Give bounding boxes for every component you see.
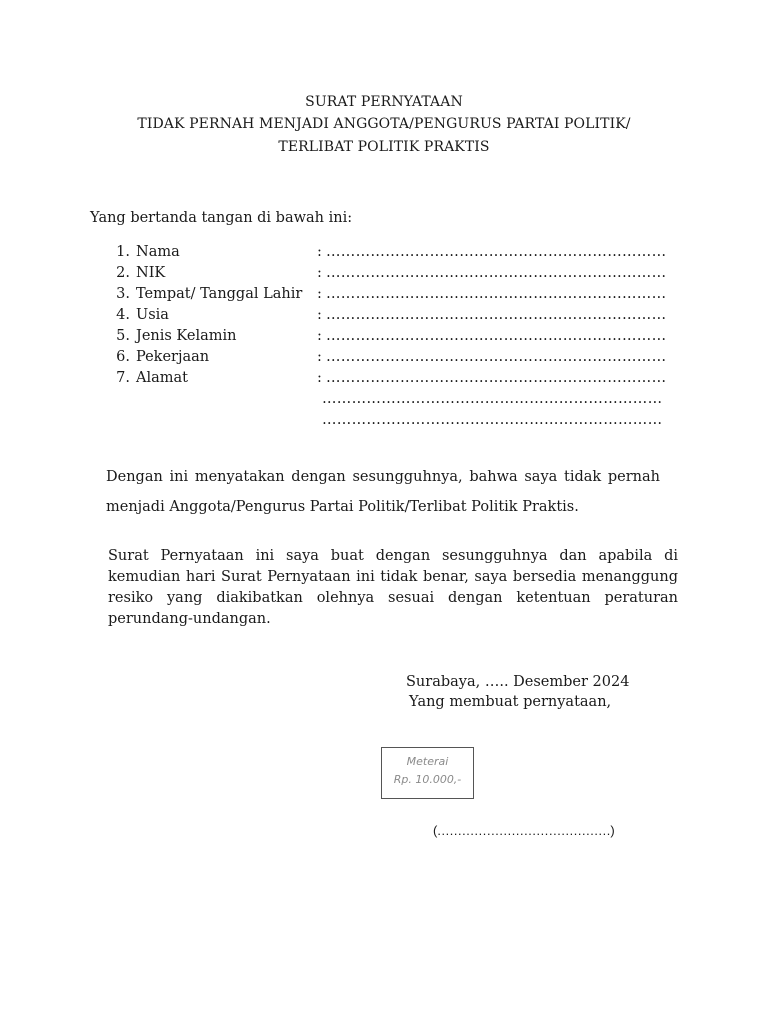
declaration-paragraph: Dengan ini menyatakan dengan sesungguhnya, bahwa saya tidak pernah menjadi Anggota/Pengurus Partai Politik/Terlibat Politik Praktis. <box>106 469 660 515</box>
signatory-caption: Yang membuat pernyataan, <box>409 694 612 710</box>
field-colon: : <box>317 328 322 344</box>
field-blank: …………………………………………………………… <box>326 370 667 386</box>
field-number: 4. <box>116 307 130 323</box>
field-blank: …………………………………………………………… <box>326 307 667 323</box>
field-blank: …………………………………………………………… <box>326 328 667 344</box>
field-number: 1. <box>116 244 130 260</box>
field-number: 6. <box>116 349 130 365</box>
field-blank: …………………………………………………………… <box>322 412 663 428</box>
place-date: Surabaya, ….. Desember 2024 <box>406 674 630 690</box>
meterai-value: Rp. 10.000,- <box>393 773 462 786</box>
field-label: NIK <box>136 265 166 281</box>
intro-text: Yang bertanda tangan di bawah ini: <box>90 210 353 226</box>
field-blank: …………………………………………………………… <box>326 265 667 281</box>
field-number: 7. <box>116 370 130 386</box>
field-colon: : <box>317 265 322 281</box>
responsibility-paragraph: Surat Pernyataan ini saya buat dengan sesungguhnya dan apabila di kemudian hari Surat Pernyataan ini tidak benar, saya bersedia menanggung resiko yang diakibatkan olehnya sesuai dengan ketentuan peraturan perundang-undangan. <box>108 548 678 627</box>
field-label: Tempat/ Tanggal Lahir <box>136 286 303 302</box>
field-blank: …………………………………………………………… <box>322 391 663 407</box>
field-label: Alamat <box>136 370 188 386</box>
field-colon: : <box>317 307 322 323</box>
field-number: 5. <box>116 328 130 344</box>
title-line-3: TERLIBAT POLITIK PRAKTIS <box>278 139 490 155</box>
title-line-1: SURAT PERNYATAAN <box>305 94 463 110</box>
field-colon: : <box>317 286 322 302</box>
field-blank: …………………………………………………………… <box>326 349 667 365</box>
field-blank: …………………………………………………………… <box>326 286 667 302</box>
field-blank: …………………………………………………………… <box>326 244 667 260</box>
field-label: Usia <box>136 307 169 323</box>
signature-name-line: (……………………………………) <box>433 823 615 838</box>
field-colon: : <box>317 349 322 365</box>
title-line-2: TIDAK PERNAH MENJADI ANGGOTA/PENGURUS PARTAI POLITIK/ <box>137 116 631 132</box>
field-colon: : <box>317 370 322 386</box>
field-colon: : <box>317 244 322 260</box>
meterai-label: Meterai <box>406 755 449 768</box>
field-label: Jenis Kelamin <box>136 328 237 344</box>
field-label: Pekerjaan <box>136 349 210 365</box>
field-number: 3. <box>116 286 130 302</box>
field-number: 2. <box>116 265 130 281</box>
meterai-stamp-box <box>381 747 474 799</box>
field-label: Nama <box>136 244 180 260</box>
